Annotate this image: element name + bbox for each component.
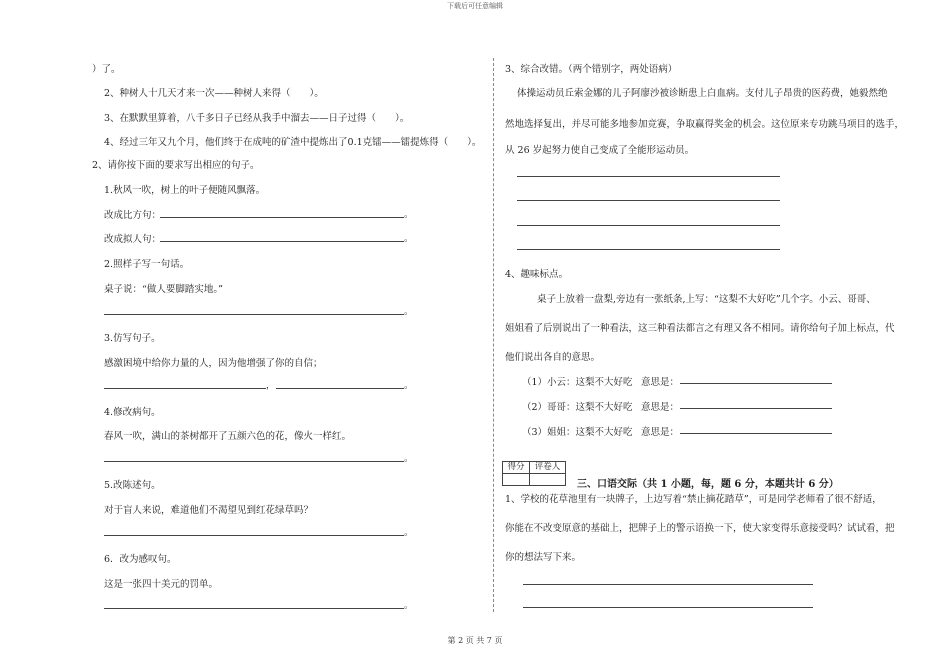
xiaoyun-answer-line[interactable] bbox=[680, 383, 832, 384]
subq-4: 4.修改病句。 bbox=[104, 407, 161, 418]
subq-6: 6．改为感叹句。 bbox=[104, 554, 177, 565]
period: 。 bbox=[404, 210, 414, 220]
oral-question-1: 1、学校的花草池里有一块牌子，上边写着“禁止摘花踏草”，可是同学老师看了很不舒适， bbox=[505, 494, 882, 505]
punctuation-passage-2: 姐姐看了后别说出了一种看法，这三种看法都言之有理又各不相同。请你给句子加上标点，代 bbox=[505, 323, 895, 334]
correction-line-4[interactable] bbox=[517, 249, 780, 250]
question-3: 3、综合改错。（两个错别字，两处语病） bbox=[505, 64, 678, 75]
page-footer: 第 2 页 共 7 页 bbox=[447, 636, 503, 645]
subq-3: 3.仿写句子。 bbox=[104, 333, 161, 344]
score-entry-row[interactable] bbox=[503, 473, 565, 486]
period: 。 bbox=[404, 454, 414, 464]
oral-question-2: 你能在不改变原意的基础上，把牌子上的警示语换一下，使大家变得乐意接受吗？试试看，把 bbox=[505, 523, 895, 534]
meaning-label: 意思是： bbox=[641, 377, 680, 388]
subq-5-answer-line[interactable] bbox=[104, 535, 404, 536]
punctuation-passage-1: 桌子上放着一盘梨,旁边有一张纸条,上写：“这梨不大好吃”几个字。小云、哥哥、 bbox=[537, 294, 876, 305]
score-box bbox=[502, 461, 566, 486]
page-header: 下载后可任意编辑 bbox=[447, 2, 503, 10]
subq-3-answer-line-2[interactable] bbox=[276, 388, 404, 389]
period: 。 bbox=[404, 528, 414, 538]
subq-6-answer-line[interactable] bbox=[104, 608, 404, 609]
correction-line-1[interactable] bbox=[517, 176, 780, 177]
column-divider bbox=[493, 58, 494, 612]
subq-4-answer-line[interactable] bbox=[104, 461, 404, 462]
meaning-label: 意思是： bbox=[641, 402, 680, 413]
left-line-1: ）了。 bbox=[92, 64, 121, 75]
period: 。 bbox=[404, 307, 414, 317]
subq-6-sentence: 这是一张四十美元的罚单。 bbox=[104, 579, 219, 590]
left-line-4: 4、经过三年又九个月，他们终于在成吨的矿渣中提炼出了0.1克镭——镭提炼得（ ）。 bbox=[104, 137, 482, 148]
subq-4-sentence: 春风一吹，满山的茶树都开了五颜六色的花，像火一样红。 bbox=[104, 431, 352, 442]
metaphor-answer-line[interactable] bbox=[160, 217, 404, 218]
subq-3-answer-line-1[interactable] bbox=[104, 388, 266, 389]
subq-3-example: 感激困境中给你力量的人，因为他增强了你的自信； bbox=[104, 358, 323, 369]
meaning-label: 意思是： bbox=[641, 427, 680, 438]
jiejie-answer-line[interactable] bbox=[680, 433, 832, 434]
subq-2-answer-line[interactable] bbox=[104, 314, 404, 315]
question-2: 2、请你按下面的要求写出相应的句子。 bbox=[92, 160, 260, 171]
subq-1: 1.秋风一吹，树上的叶子便随风飘落。 bbox=[104, 185, 266, 196]
comma: ， bbox=[266, 381, 276, 391]
score-label: 得分 bbox=[503, 462, 530, 473]
passage-line-1: 体操运动员丘索金娜的儿子阿廖沙被诊断患上白血病。支付儿子昂贵的医药费，她毅然绝 bbox=[517, 88, 888, 99]
subq-5-sentence: 对于盲人来说，难道他们不渴望见到红花绿草吗？ bbox=[104, 505, 314, 516]
left-line-3: 3、在默默里算着，八千多日子已经从我手中溜去——日子过得（ ）。 bbox=[104, 113, 410, 124]
item-xiaoyun: （1）小云：这梨不大好吃 bbox=[522, 377, 633, 388]
subq-2-example: 桌子说：“做人要脚踏实地。” bbox=[104, 284, 223, 295]
subq-2: 2.照样子写一句话。 bbox=[104, 259, 190, 270]
gege-answer-line[interactable] bbox=[680, 408, 832, 409]
correction-line-2[interactable] bbox=[517, 200, 780, 201]
passage-line-3: 从 26 岁起努力使自己变成了全能形运动员。 bbox=[505, 145, 695, 156]
metaphor-label: 改成比方句： bbox=[104, 210, 162, 221]
question-4: 4、趣味标点。 bbox=[505, 269, 569, 280]
punctuation-passage-3: 他们说出各自的意思。 bbox=[505, 352, 601, 363]
oral-question-3: 你的想法写下来。 bbox=[505, 552, 582, 563]
oral-answer-line-2[interactable] bbox=[523, 607, 813, 608]
personify-label: 改成拟人句： bbox=[104, 234, 162, 245]
left-line-2: 2、种树人十几天才来一次——种树人来得（ ）。 bbox=[104, 88, 324, 99]
period: 。 bbox=[404, 381, 414, 391]
correction-line-3[interactable] bbox=[517, 225, 780, 226]
personify-answer-line[interactable] bbox=[160, 241, 404, 242]
grader-label: 评卷人 bbox=[534, 462, 561, 472]
passage-line-2: 然地选择复出，并尽可能多地参加竞赛，争取赢得奖金的机会。这位原来专功跳马项目的选手， bbox=[505, 119, 905, 130]
subq-5: 5.改陈述句。 bbox=[104, 480, 161, 491]
section-3-title: 三、口语交际（共 1 小题，每，题 6 分，本题共计 6 分） bbox=[577, 479, 839, 490]
period: 。 bbox=[404, 234, 414, 244]
period: 。 bbox=[404, 601, 414, 611]
item-jiejie: （3）姐姐：这梨不大好吃 bbox=[522, 427, 633, 438]
oral-answer-line-1[interactable] bbox=[523, 584, 813, 585]
item-gege: （2）哥哥：这梨不大好吃 bbox=[522, 402, 633, 413]
